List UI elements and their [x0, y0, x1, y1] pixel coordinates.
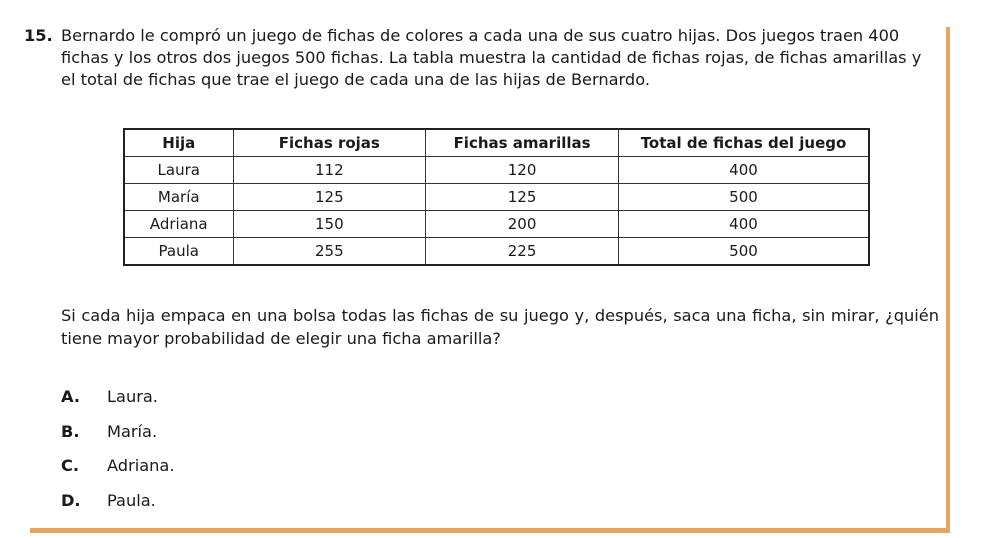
cell-rojas: 255 — [233, 238, 426, 266]
table-row — [124, 184, 869, 211]
question-prompt: Si cada hija empaca en una bolsa todas las fichas de su juego y, después, saca una ficha, sin mirar, ¿quién tiene mayor probabilidad de elegir una ficha amarilla? — [61, 306, 939, 348]
cell-total: 500 — [618, 184, 869, 211]
frame-bottom-border — [30, 528, 950, 533]
header-fichas-amarillas: Fichas amarillas — [426, 129, 619, 157]
option-letter: D. — [61, 491, 81, 510]
cell-hija: Laura — [124, 157, 233, 184]
header-fichas-rojas: Fichas rojas — [233, 129, 426, 157]
cell-total: 500 — [618, 238, 869, 266]
cell-amarillas: 200 — [426, 211, 619, 238]
option-text: Paula. — [107, 491, 156, 510]
cell-amarillas: 125 — [426, 184, 619, 211]
cell-hija: Paula — [124, 238, 233, 266]
question-statement — [24, 25, 939, 91]
option-letter: A. — [61, 387, 80, 406]
option-b[interactable] — [61, 422, 157, 442]
cell-amarillas: 120 — [426, 157, 619, 184]
option-text: María. — [107, 422, 158, 441]
option-d[interactable] — [61, 491, 156, 511]
frame-right-border — [946, 27, 950, 533]
cell-total: 400 — [618, 211, 869, 238]
fichas-table — [123, 128, 870, 266]
table-header-row — [124, 129, 869, 157]
option-c[interactable] — [61, 456, 174, 476]
cell-hija: María — [124, 184, 233, 211]
option-letter: C. — [61, 456, 80, 475]
table-row — [124, 157, 869, 184]
option-a[interactable] — [61, 387, 158, 407]
table-row — [124, 211, 869, 238]
option-letter: B. — [61, 422, 80, 441]
cell-rojas: 112 — [233, 157, 426, 184]
header-hija: Hija — [124, 129, 233, 157]
option-text: Adriana. — [107, 456, 175, 475]
cell-hija: Adriana — [124, 211, 233, 238]
cell-total: 400 — [618, 157, 869, 184]
table-row — [124, 238, 869, 266]
header-total-fichas: Total de fichas del juego — [618, 129, 869, 157]
question-number: 15. — [24, 26, 53, 45]
option-text: Laura. — [107, 387, 158, 406]
question-text: Bernardo le compró un juego de fichas de colores a cada una de sus cuatro hijas. Dos juegos traen 400 fichas y los otros dos juegos 500 fichas. La tabla muestra la cantidad de fichas rojas, de fichas amarillas y el total de fichas que trae el juego de cada una de las hijas de Bernardo. — [61, 26, 922, 89]
cell-rojas: 150 — [233, 211, 426, 238]
cell-amarillas: 225 — [426, 238, 619, 266]
cell-rojas: 125 — [233, 184, 426, 211]
